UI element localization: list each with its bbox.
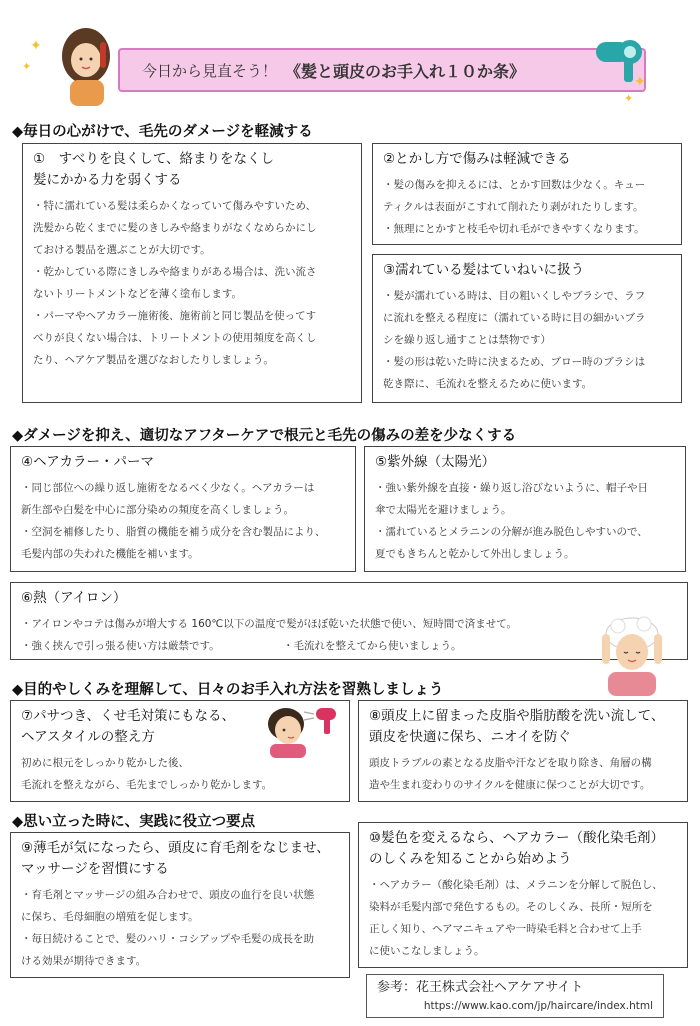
title-banner [118,48,646,92]
tip-line: に使いこなしましょう。 [369,945,485,957]
tip-title [369,828,677,870]
sparkle-icon: ✦ [624,92,634,105]
tip-box-3 [372,254,682,403]
tip-line [21,635,677,657]
tip-line: 毛髪内部の失われた機能を補います。 [21,548,199,560]
tip-line: ・濡れているとメラニンの分解が進み脱色しやすいので、 [375,526,648,538]
tip-title [33,149,351,191]
tip-line: ・特に濡れている髪は柔らかくなっていて傷みやすいため、 [33,200,317,212]
sparkle-icon: ✦ [634,74,646,90]
tip-line: ・髪が濡れている時は、目の粗いくしやブラシで、ラフ [383,290,646,302]
tip-title-line: ⑨薄毛が気になったら、頭皮に育毛剤をなじませ、 [21,840,330,856]
section-heading: ◆ダメージを抑え、適切なアフターケアで根元と毛先の傷みの差を少なくする [12,428,517,444]
tip-box-4 [10,446,356,572]
section-heading: ◆思い立った時に、実践に役立つ要点 [12,814,256,830]
tip-line: ておける製品を選ぶことが大切です。 [33,244,211,256]
sparkle-icon: ✦ [22,60,32,73]
section-heading: ◆毎日の心がけで、毛先のダメージを軽減する [12,124,313,140]
tip-line: ・アイロンやコテは傷みが増大する 160℃以下の温度で髪がほぼ乾いた状態で使い、短時間で済ませて。 [21,618,518,630]
tip-title-line: ⑩髪色を変えるなら、ヘアカラー（酸化染毛剤） [369,830,665,846]
tip-title-line: 髪にかかる力を弱くする [33,172,182,188]
woman-washing-hair-icon [594,612,670,696]
banner-title: 《髪と頭皮のお手入れ１０か条》 [285,61,526,81]
tip-line: 染料が毛髪内部で発色するもの。そのしくみ、長所・短所を [369,901,653,913]
tip-box-2 [372,143,682,245]
tip-line: ・毎日続けることで、髪のハリ・コシアップや毛髪の成長を助 [21,933,315,945]
tip-title [21,838,339,880]
tip-line: ないトリートメントなどを薄く塗布します。 [33,288,243,300]
tip-line: たり、ヘアケア製品を選びなおしたりしましょう。 [33,354,274,366]
tip-title: ⑤紫外線（太陽光） [375,454,496,470]
sparkle-icon: ✦ [30,38,42,54]
tip-line: ・同じ部位への繰り返し施術をなるべく少なく。ヘアカラーは [21,482,315,494]
tip-title-line: 頭皮を快適に保ち、ニオイを防ぐ [369,729,571,745]
tip-line-part: ・強く挟んで引っ張る使い方は厳禁です。 [21,640,220,652]
section-heading: ◆目的やしくみを理解して、日々のお手入れ方法を習熟しましょう [12,682,444,698]
tip-title-line: ① すべりを良くして、絡まりをなくし [33,151,275,167]
tip-line: に流れを整える程度に（濡れている時に目の細かいブラ [383,312,646,324]
tip-line-part: ・毛流れを整えてから使いましょう。 [283,640,462,652]
tip-title: ④ヘアカラー・パーマ [21,454,155,470]
tip-line: 傘で太陽光を避けましょう。 [375,504,512,516]
tip-line: 造や生まれ変わりのサイクルを健康に保つことが大切です。 [369,779,651,791]
tip-line: 初めに根元をしっかり乾かした後、 [21,757,189,769]
tip-title: ②とかし方で傷みは軽減できる [383,151,571,167]
reference-url[interactable]: https://www.kao.com/jp/haircare/index.html [423,1000,653,1012]
tip-title: ③濡れている髪はていねいに扱う [383,262,585,278]
banner-subtitle: 今日から見直そう！ [142,61,278,80]
tip-title-line: ⑦パサつき、くせ毛対策にもなる、 [21,708,236,724]
tip-title-line: ヘアスタイルの整え方 [21,729,155,745]
tip-line: 洗髪から乾くまでに髪のきしみや絡まりがなくなめらかにし [33,222,317,234]
tip-line: ・髪の形は乾いた時に決まるため、ブロー時のブラシは [383,356,646,368]
tip-line: シを繰り返し通すことは禁物です） [383,334,551,346]
tip-line: 頭皮トラブルの素となる皮脂や汗などを取り除き、角層の構 [369,757,652,769]
tip-line: 夏でもきちんと乾かして外出しましょう。 [375,548,575,560]
tip-line: べりが良くない場合は、トリートメントの使用頻度を高くし [33,332,317,344]
woman-brushing-hair-icon [56,22,118,106]
tip-line: 毛流れを整えながら、毛先までしっかり乾かします。 [21,779,273,791]
tip-title [369,706,677,748]
tip-line: ける効果が期待できます。 [21,955,147,967]
tip-line: ・髪の傷みを抑えるには、とかす回数は少なく。キュー [383,179,646,191]
tip-line: ・乾かしている際にきしみや絡まりがある場合は、洗い流さ [33,266,317,278]
tip-line: に保ち、毛母細胞の増殖を促します。 [21,911,199,923]
tip-box-10 [358,822,688,968]
tip-line: ティクルは表面がこすれて削れたり剥がれたりします。 [383,201,644,213]
reference-label: 参考：花王株式会社ヘアケアサイト [377,980,584,995]
tip-title-line: のしくみを知ることから始めよう [369,851,572,867]
tip-line: 乾き際に、毛流れを整えるために使います。 [383,378,593,390]
boy-drying-hair-icon [258,702,342,758]
reference-box [366,974,664,1018]
tip-box-8 [358,700,688,802]
tip-box-1 [22,143,362,403]
tip-line: ・無理にとかすと枝毛や切れ毛ができやすくなります。 [383,223,645,235]
tip-title: ⑥熱（アイロン） [21,590,127,606]
tip-box-6 [10,582,688,660]
tip-line: 新生部や白髪を中心に部分染めの頻度を高くしましょう。 [21,504,294,516]
tip-line: ・育毛剤とマッサージの組み合わせで、頭皮の血行を良い状態 [21,889,315,901]
tip-line: ・強い紫外線を直接・繰り返し浴びないように、帽子や日 [375,482,648,494]
tip-title-line: マッサージを習慣にする [21,861,169,877]
tip-line: ・ヘアカラー（酸化染毛剤）は、メラニンを分解して脱色し、 [369,879,663,891]
tip-line: ・パーマやヘアカラー施術後、施術前と同じ製品を使ってす [33,310,317,322]
tip-box-5 [364,446,686,572]
tip-box-9 [10,832,350,978]
tip-line: 正しく知り、ヘアマニキュアや一時染毛料と合わせて上手 [369,923,642,935]
tip-title-line: ⑧頭皮上に留まった皮脂や脂肪酸を洗い流して、 [369,708,665,724]
tip-line: ・空洞を補修したり、脂質の機能を補う成分を含む製品により、 [21,526,326,538]
